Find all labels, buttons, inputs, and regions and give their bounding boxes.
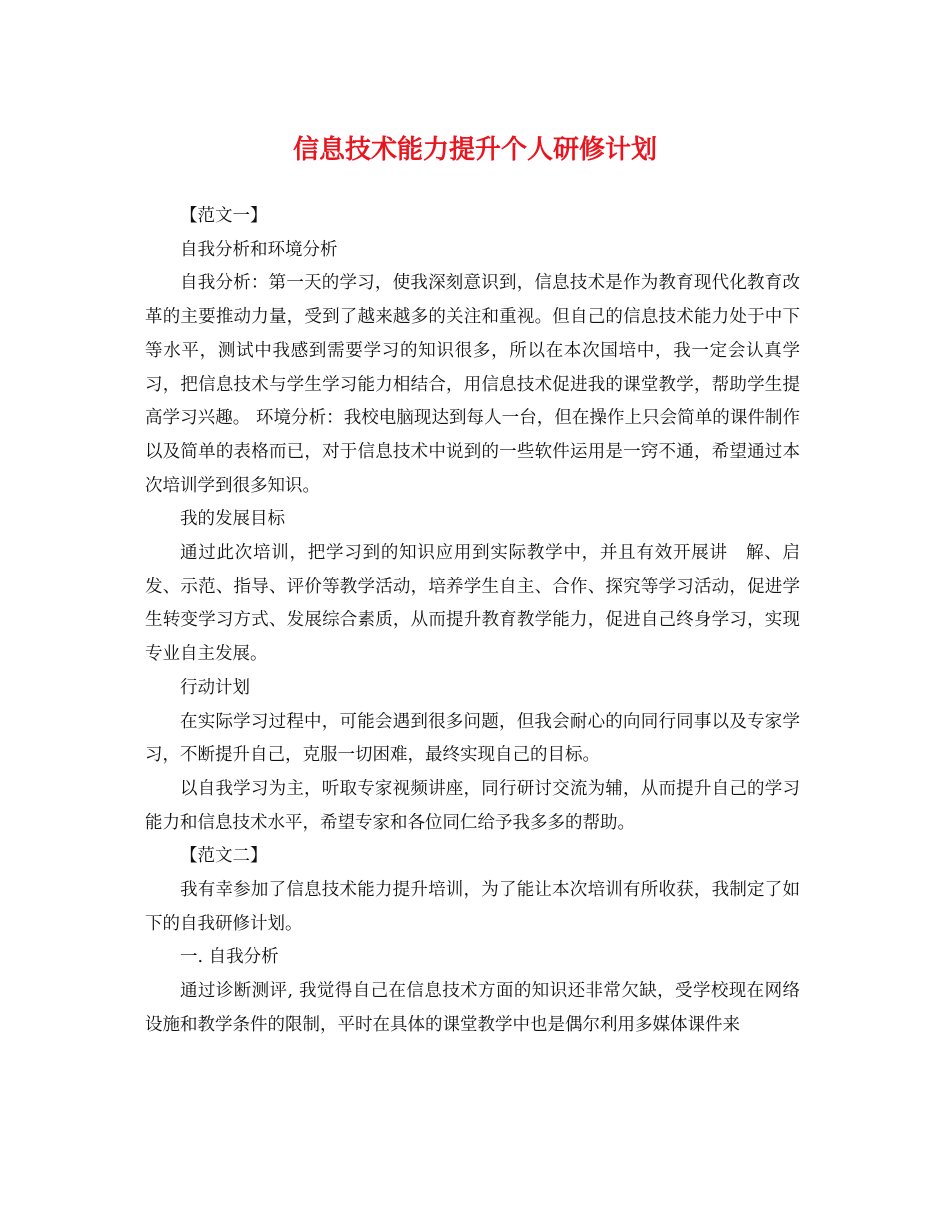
subheading-development-goal: 我的发展目标: [180, 509, 285, 530]
paragraph-development-goal: 通过此次培训，把学习到的知识应用到实际教学中，并且有效开展讲 解、启发、示范、指导、评价等教学活动，培养学生自主、合作、探究等学习活动，促进学生转变学习方式、发展综合素质，从而提升教育教学能力，促进自己终身学习，实现专业自主发展。: [145, 543, 800, 665]
subheading-self-analysis: 一. 自我分析: [180, 947, 279, 968]
document-title: 信息技术能力提升个人研修计划: [292, 135, 657, 165]
paragraph-action-plan-2: 以自我学习为主，听取专家视频讲座，同行研讨交流为辅，从而提升自己的学习能力和信息技术水平，希望专家和各位同仁给予我多多的帮助。: [145, 778, 800, 833]
paragraph-action-plan-1: 在实际学习过程中，可能会遇到很多问题，但我会耐心的向同行同事以及专家学习，不断提升自己，克服一切困难，最终实现自己的目标。: [145, 711, 800, 766]
section-heading-sample-one: 【范文一】: [180, 206, 268, 226]
document-body: [145, 200, 800, 1043]
section-heading-sample-two: 【范文二】: [180, 846, 268, 867]
paragraph-intro-sample-two: 我有幸参加了信息技术能力提升培训，为了能让本次培训有所收获，我制定了如下的自我研修计划。: [145, 880, 800, 934]
subheading-action-plan: 行动计划: [180, 677, 250, 698]
paragraph-diagnostic-assessment: 通过诊断测评, 我觉得自己在信息技术方面的知识还非常欠缺，受学校现在网络设施和教学条件的限制，平时在具体的课堂教学中也是偶尔利用多媒体课件来: [145, 981, 800, 1035]
subheading-self-and-environment-analysis: 自我分析和环境分析: [180, 239, 338, 260]
paragraph-self-analysis: 自我分析：第一天的学习，使我深刻意识到，信息技术是作为教育现代化教育改革的主要推动力量，受到了越来越多的关注和重视。但自己的信息技术能力处于中下等水平，测试中我感到需要学习的知识很多，所以在本次国培中，我一定会认真学习，把信息技术与学生学习能力相结合，用信息技术促进我的课堂教学，帮助学生提高学习兴趣。 环境分析：我校电脑现达到每人一台，但在操作上只会简单的课件制作以及简单的表格而已，对于信息技术中说到的一些软件运用是一窍不通，希望通过本次培训学到很多知识。: [145, 273, 800, 496]
